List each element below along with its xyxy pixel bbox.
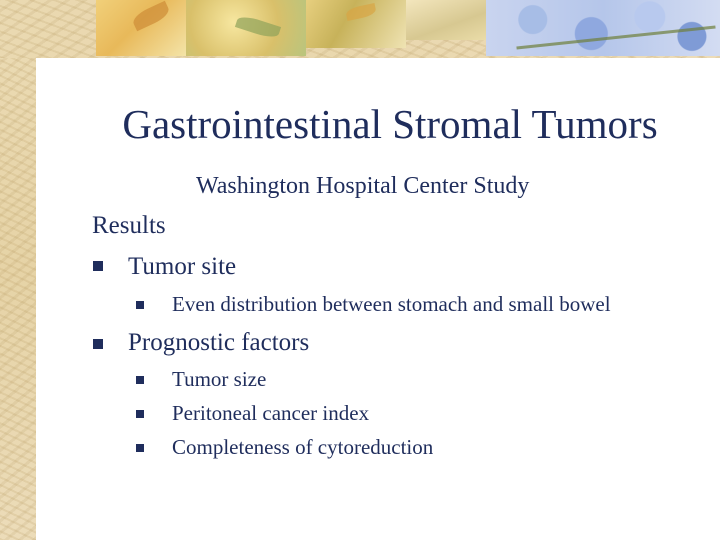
square-bullet-icon bbox=[136, 376, 144, 384]
bullet-tumor-site: Tumor site bbox=[128, 253, 237, 280]
sub-bullet-tumor-size: Tumor size bbox=[172, 367, 267, 391]
sub-bullet-peritoneal-index: Peritoneal cancer index bbox=[172, 401, 370, 425]
sub-bullet-distribution: Even distribution between stomach and small bowel bbox=[172, 292, 611, 316]
square-bullet-icon bbox=[136, 444, 144, 452]
parchment-border-left bbox=[0, 0, 36, 540]
slide-title: Gastrointestinal Stromal Tumors bbox=[122, 101, 658, 147]
bullet-prognostic-factors: Prognostic factors bbox=[128, 329, 310, 356]
square-bullet-icon bbox=[136, 301, 144, 309]
decorative-watercolor-banner bbox=[96, 0, 720, 56]
results-heading: Results bbox=[92, 212, 166, 239]
square-bullet-icon bbox=[93, 339, 103, 349]
square-bullet-icon bbox=[136, 410, 144, 418]
sub-bullet-cytoreduction: Completeness of cytoreduction bbox=[172, 435, 434, 459]
slide-subtitle: Washington Hospital Center Study bbox=[196, 173, 530, 199]
square-bullet-icon bbox=[93, 261, 103, 271]
